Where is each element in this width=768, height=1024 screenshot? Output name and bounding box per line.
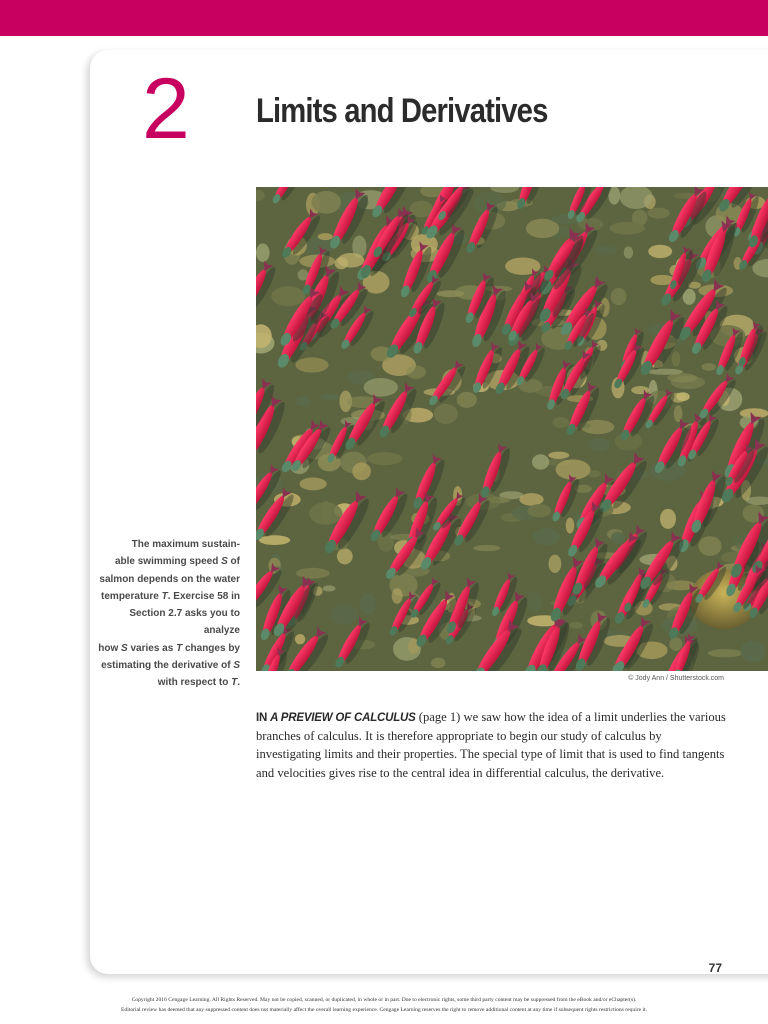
chapter-number: 2 bbox=[142, 61, 190, 157]
salmon-photo-illustration bbox=[256, 187, 768, 671]
photo-credit: © Jody Ann / Shutterstock.com bbox=[628, 675, 724, 682]
top-color-bar bbox=[0, 0, 768, 36]
chapter-title: Limits and Derivatives bbox=[256, 92, 548, 130]
intro-paragraph: IN A PREVIEW OF CALCULUS (page 1) we saw how the idea of a limit underlies the various branches of calculus. It is therefore appropriate to begin our study of calculus by investigating limits and their properties. The special type of limit that is used to find tangents and velocities gives rise to the central idea in differential calculus, the derivative. bbox=[256, 710, 726, 780]
photo-caption: The maximum sustain- able swimming speed S of salmon depends on the water temperature T. Exercise 58 in Section 2.7 asks you to analyze how S varies as T changes by estimating the derivative of S with respect to T. bbox=[98, 539, 240, 689]
copyright-notice: Copyright 2016 Cengage Learning. All Rights Reserved. May not be copied, scanned, or duplicated, in whole or in part. Due to electronic rights, some third party content may be suppressed from the eBook and/or eChapter(s). Editorial review has deemed that any suppressed content does not materially affect the overall learning experience. Cengage Learning reserves the right to remove additional content at any time if subsequent rights restrictions require it. bbox=[121, 997, 647, 1013]
intro-lead: IN A PREVIEW OF CALCULUS bbox=[256, 712, 416, 724]
page-number: 77 bbox=[708, 961, 722, 975]
salmon-photo bbox=[256, 187, 768, 671]
